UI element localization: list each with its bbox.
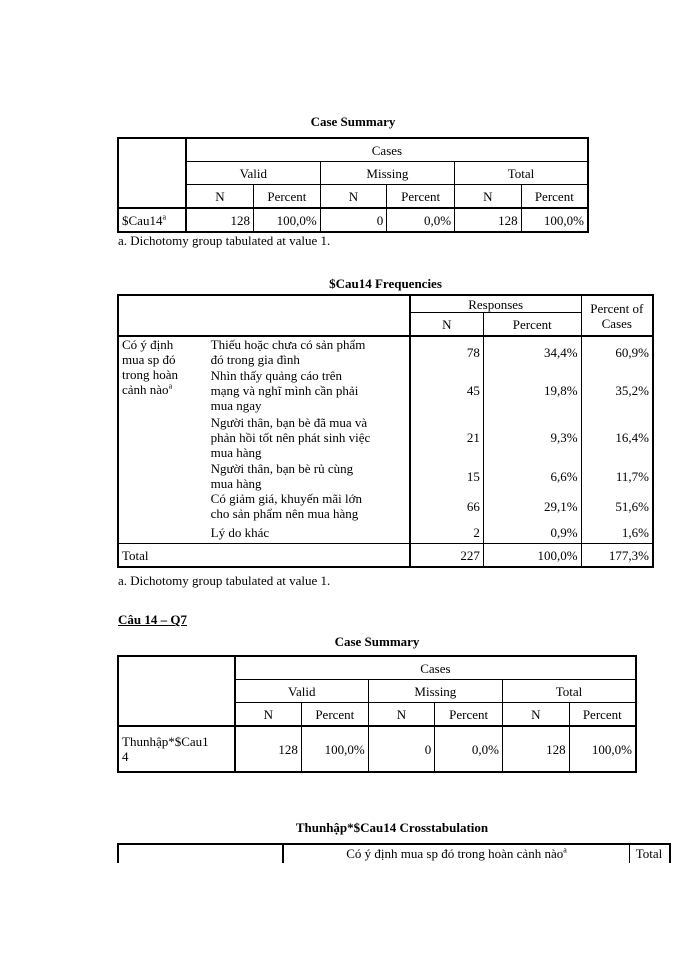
total-percent: 100,0%	[521, 208, 588, 232]
group-label-line: cảnh nào$^a$	[122, 381, 173, 397]
total-label: Total	[118, 544, 410, 568]
frequency-row	[118, 336, 653, 367]
valid-n: 128	[186, 208, 254, 232]
n-header: N	[368, 703, 435, 727]
corner-cell	[118, 656, 235, 726]
percent-header: Percent	[569, 703, 636, 727]
responses-header: Responses	[410, 295, 581, 313]
group-label-line: Có ý định	[122, 337, 174, 352]
percent-of-cases: 11,7%	[581, 461, 653, 491]
percent-header: Percent	[521, 185, 588, 209]
valid-percent: 100,0%	[253, 208, 320, 232]
case-summary-1-title: Case Summary	[310, 114, 396, 129]
response-label: Người thân, bạn bè rủ cùng mua hàng	[208, 461, 410, 491]
total-percent: 100,0%	[483, 544, 581, 568]
crosstab-title: Thunhập*$Cau14 Crosstabulation	[295, 820, 489, 835]
percent-header: Percent	[301, 703, 368, 727]
percent-of-cases: 51,6%	[581, 491, 653, 521]
total-header: Total	[503, 680, 636, 703]
crosstab-total-header: Total	[635, 846, 663, 861]
valid-header: Valid	[235, 680, 368, 703]
response-percent: 29,1%	[483, 491, 581, 521]
corner-cell	[118, 138, 186, 208]
response-label: Lý do khác	[208, 521, 410, 544]
valid-percent: 100,0%	[301, 726, 368, 772]
missing-percent: 0,0%	[387, 208, 455, 232]
response-label: Thiếu hoặc chưa có sản phẩm đó trong gia đình	[208, 336, 410, 367]
n-header: N	[235, 703, 302, 727]
response-percent: 0,9%	[483, 521, 581, 544]
percent-header: Percent	[435, 703, 503, 727]
response-label: Người thân, bạn bè đã mua và phản hồi tốt nên phát sinh việc mua hàng	[208, 414, 410, 461]
response-n: 45	[410, 367, 484, 414]
valid-n: 128	[235, 726, 302, 772]
response-label: Có giảm giá, khuyến mãi lớn cho sản phẩm nên mua hàng	[208, 491, 410, 521]
missing-header: Missing	[320, 162, 454, 185]
total-n: 128	[503, 726, 570, 772]
n-header: N	[503, 703, 570, 727]
total-percent-of-cases: 177,3%	[581, 544, 653, 568]
cases-header: Cases	[235, 656, 636, 680]
percent-of-cases-header: Percent of Cases	[581, 295, 653, 336]
section-heading: Câu 14 – Q7	[118, 612, 187, 627]
response-percent: 34,4%	[483, 336, 581, 367]
row-label: $Cau14$^a$	[118, 208, 186, 232]
response-n: 78	[410, 336, 484, 367]
response-percent: 6,6%	[483, 461, 581, 491]
missing-header: Missing	[368, 680, 502, 703]
case-summary-2-table	[117, 655, 637, 773]
response-n: 2	[410, 521, 484, 544]
response-percent: 9,3%	[483, 414, 581, 461]
n-header: N	[186, 185, 254, 209]
n-header: N	[410, 313, 484, 337]
crosstab-divider	[629, 845, 630, 863]
response-n: 66	[410, 491, 484, 521]
row-label: Thunhập*$Cau1 4	[118, 726, 235, 772]
percent-of-cases: 60,9%	[581, 336, 653, 367]
missing-n: 0	[368, 726, 435, 772]
case-summary-1-note: a. Dichotomy group tabulated at value 1.	[118, 233, 331, 248]
response-label: Nhìn thấy quảng cáo trên mạng và nghĩ mình cần phải mua ngay	[208, 367, 410, 414]
group-label	[118, 336, 208, 544]
case-summary-1-table	[117, 137, 589, 233]
group-label-line: trong hoàn	[122, 367, 178, 382]
n-header: N	[320, 185, 387, 209]
total-percent: 100,0%	[569, 726, 636, 772]
missing-percent: 0,0%	[435, 726, 503, 772]
total-n: 128	[455, 208, 522, 232]
crosstab-group-header: Có ý định mua sp đó trong hoàn cảnh nào$^a$	[346, 845, 567, 861]
response-percent: 19,8%	[483, 367, 581, 414]
case-summary-2-title: Case Summary	[334, 634, 420, 649]
group-label-line: mua sp đó	[122, 352, 176, 367]
response-n: 15	[410, 461, 484, 491]
frequencies-table	[117, 294, 654, 568]
percent-header: Percent	[483, 313, 581, 337]
percent-header: Percent	[253, 185, 320, 209]
total-row	[118, 544, 653, 568]
total-header: Total	[455, 162, 588, 185]
percent-header: Percent	[387, 185, 455, 209]
frequencies-title: $Cau14 Frequencies	[329, 276, 442, 291]
frequencies-note: a. Dichotomy group tabulated at value 1.	[118, 573, 331, 588]
percent-of-cases: 1,6%	[581, 521, 653, 544]
missing-n: 0	[320, 208, 387, 232]
response-n: 21	[410, 414, 484, 461]
cases-header: Cases	[186, 138, 588, 162]
n-header: N	[455, 185, 522, 209]
total-n: 227	[410, 544, 484, 568]
percent-of-cases: 35,2%	[581, 367, 653, 414]
percent-of-cases: 16,4%	[581, 414, 653, 461]
corner-cell	[118, 295, 410, 336]
valid-header: Valid	[186, 162, 320, 185]
crosstab-table	[117, 843, 671, 863]
